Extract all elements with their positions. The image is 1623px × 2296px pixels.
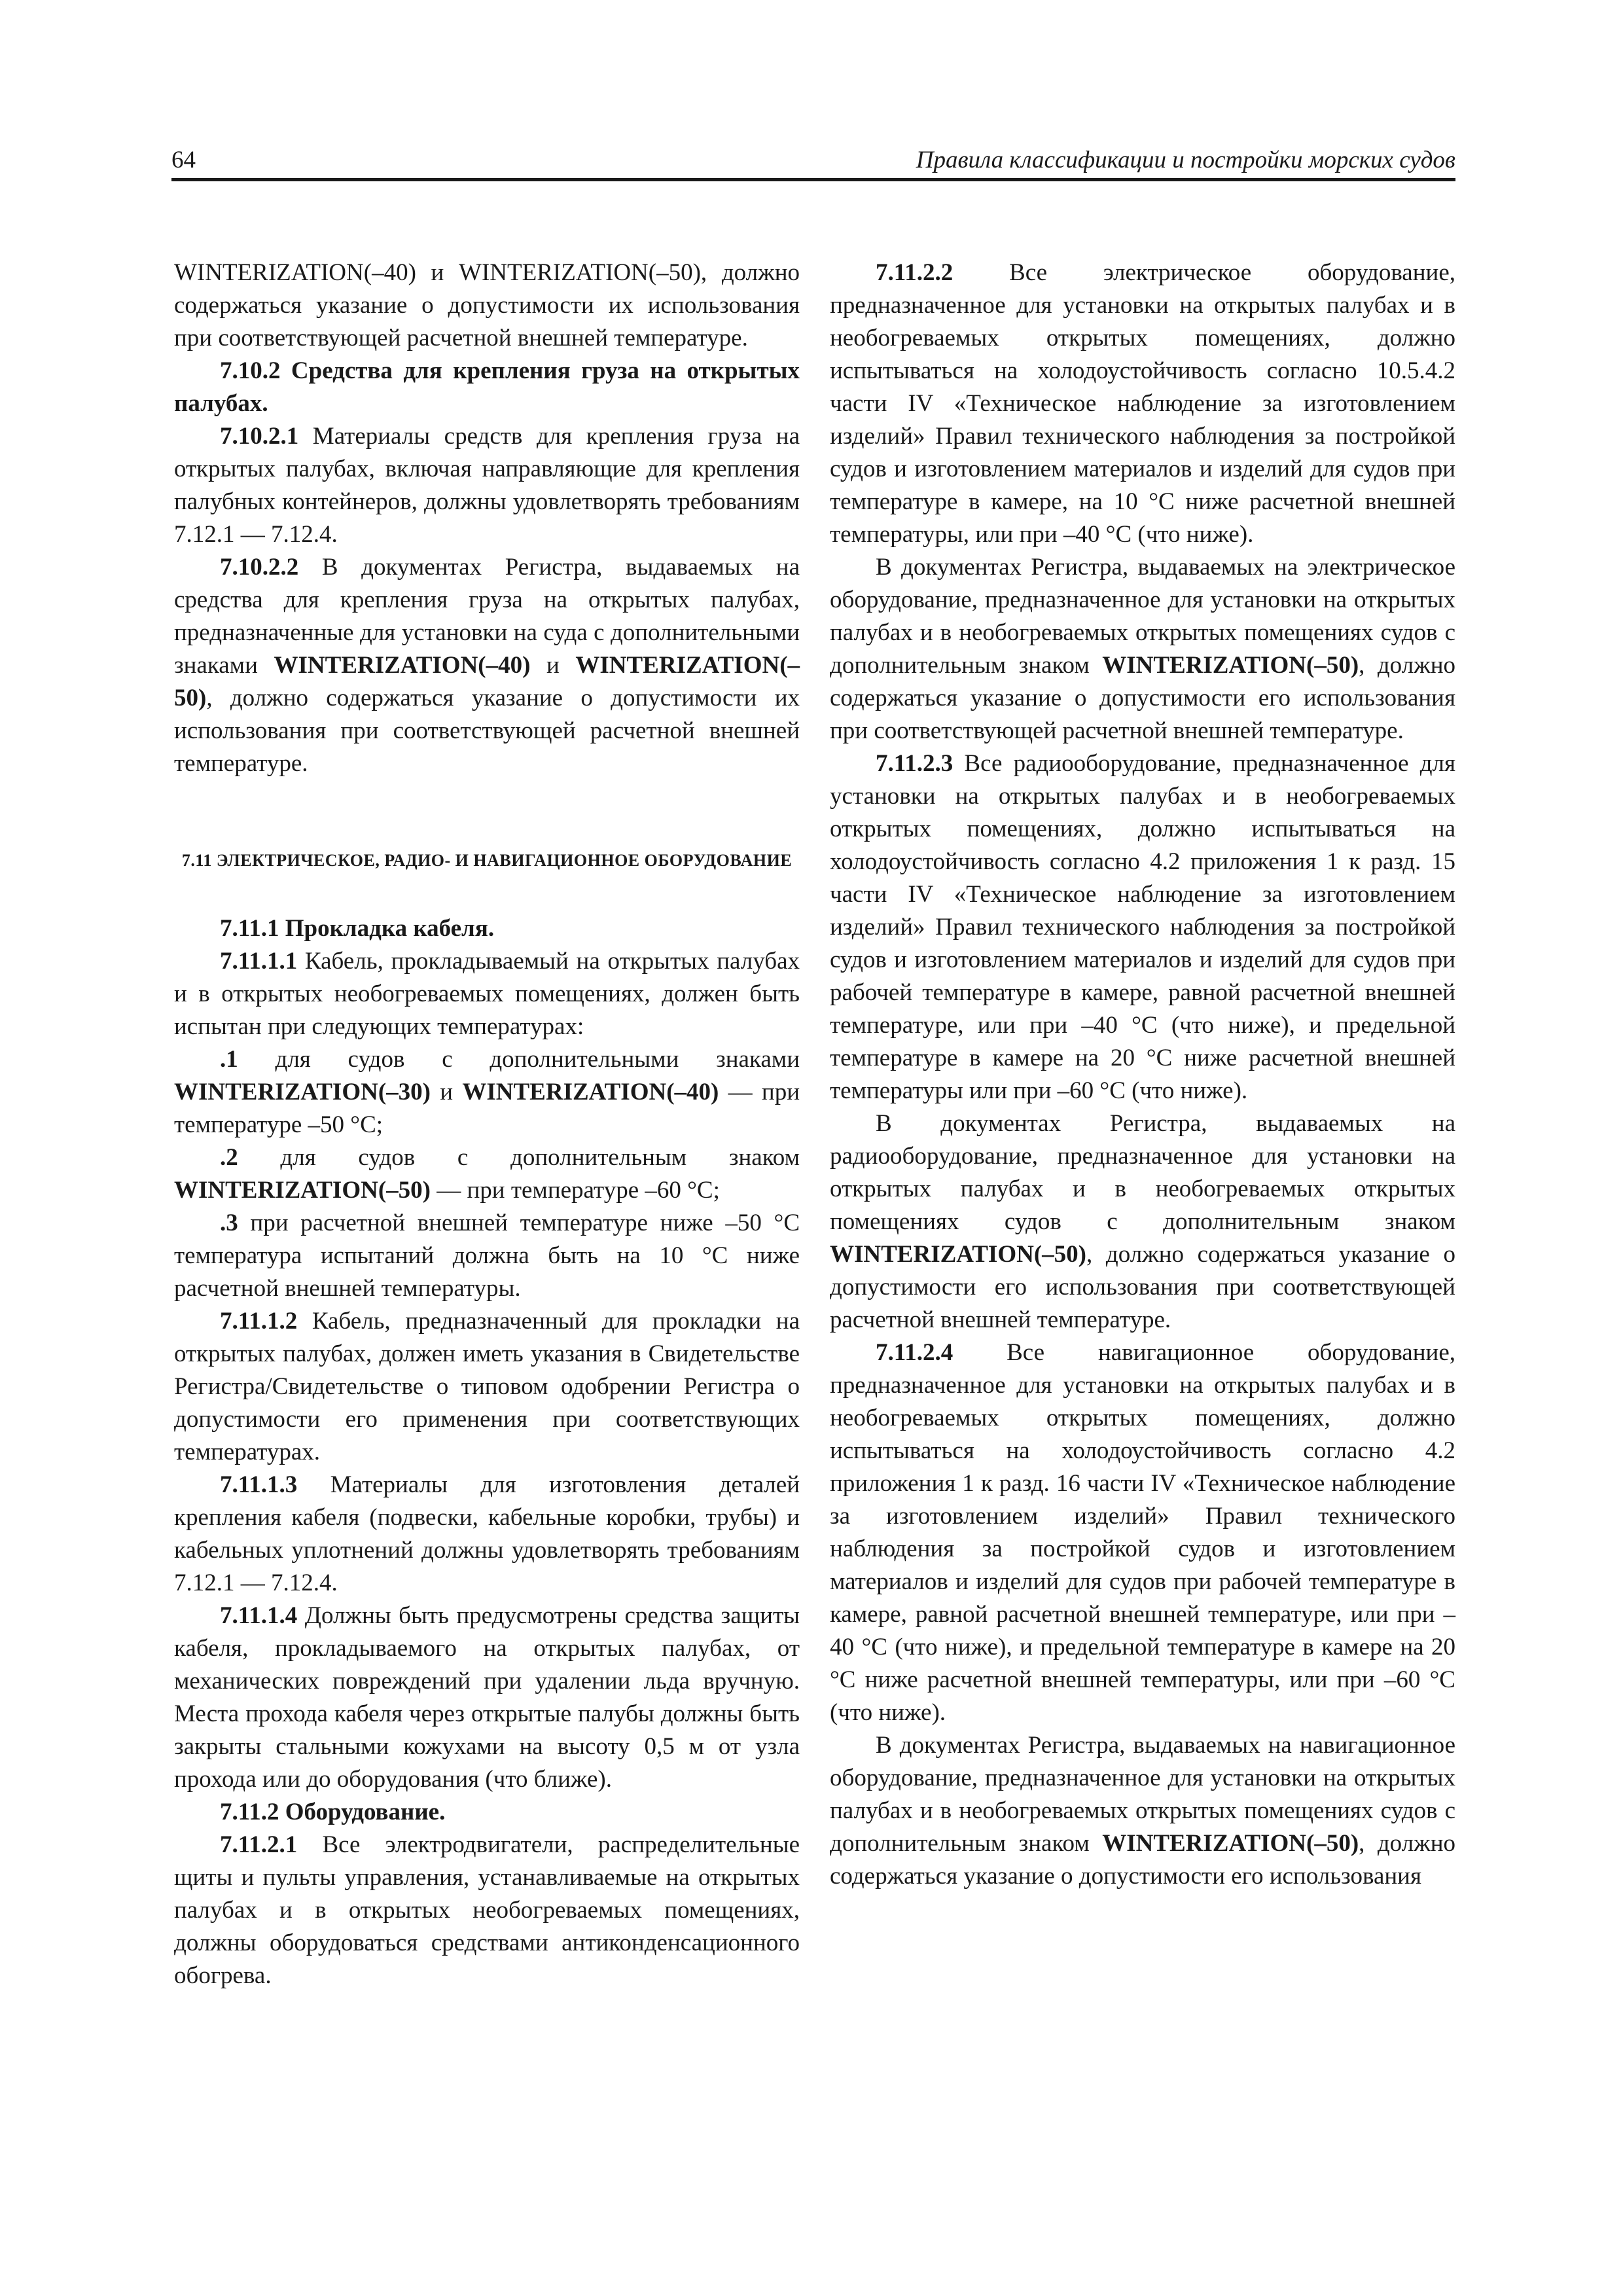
paragraph: 7.11.2.2 Все электрическое оборудование, предназначенное для установки на открытых палубах и в необогреваемых открытых помещениях, должно испытываться на холодоустойчивость согласно 10.5.4.2 части IV «Техническое наблюдение за изготовлением изделий» Правил технического наблюдения за постройкой судов и изготовлением материалов и изделий для судов при температуре в камере, на 10 °C ниже расчетной внешней температуры, или при –40 °C (что ниже).	[830, 259, 1455, 548]
subsection-heading: 7.11.2 Оборудование.	[220, 1799, 446, 1825]
paragraph: 7.11.2.3 Все радиооборудование, предназначенное для установки на открытых палубах и в необогреваемых открытых помещениях, должно испытываться на холодоустойчивость согласно 4.2 приложения 1 к разд. 15 части IV «Техническое наблюдение за изготовлением изделий» Правил технического наблюдения за постройкой судов и изготовлением материалов и изделий для судов при рабочей температуре в камере, равной расчетной внешней температуре, или при –40 °C (что ниже), и предельной температуре в камере на 20 °C ниже расчетной внешней температуры или при –60 °C (что ниже).	[830, 750, 1455, 1104]
subsection-heading: 7.11.1 Прокладка кабеля.	[220, 915, 495, 942]
paragraph: В документах Регистра, выдаваемых на навигационное оборудование, предназначенное для установки на открытых палубах и в необогреваемых открытых помещениях судов с дополнительным знаком WINTERIZATION(–50), должно содержаться указание о допустимости его использования	[830, 1732, 1456, 1890]
list-item: .2 для судов с дополнительным знаком WINTERIZATION(–50) — при температуре –60 °C;	[174, 1144, 800, 1204]
page-header	[171, 143, 1455, 178]
paragraph: 7.11.2.1 Все электродвигатели, распределительные щиты и пульты управления, устанавливаемые на открытых палубах и в открытых необогреваемых помещениях, должны оборудоваться средствами антиконденсационного обогрева.	[174, 1831, 800, 1989]
list-item: .3 при расчетной внешней температуре ниже –50 °C температура испытаний должна быть на 10 °C ниже расчетной внешней температуры.	[174, 1210, 800, 1302]
page-number: 64	[171, 147, 196, 173]
paragraph: 7.10.2.1 Материалы средств для крепления груза на открытых палубах, включая направляющие для крепления палубных контейнеров, должны удовлетворять требованиям 7.12.1 — 7.12.4.	[174, 423, 800, 548]
header-rule	[171, 178, 1455, 181]
paragraph: В документах Регистра, выдаваемых на электрическое оборудование, предназначенное для установки на открытых палубах и в необогреваемых открытых помещениях судов с дополнительным знаком WINTERIZATION(–50), должно содержаться указание о допустимости его использования при соответствующей расчетной внешней температуре.	[830, 554, 1456, 744]
running-title: Правила классификации и постройки морских судов	[916, 147, 1455, 173]
paragraph: В документах Регистра, выдаваемых на радиооборудование, предназначенное для установки на открытых палубах и в необогреваемых открытых помещениях судов с дополнительным знаком WINTERIZATION(–50), должно содержаться указание о допустимости его использования при соответствующей расчетной внешней температуре.	[830, 1110, 1455, 1333]
left-column	[174, 257, 800, 1992]
paragraph: 7.11.1.2 Кабель, предназначенный для прокладки на открытых палубах, должен иметь указания в Свидетельстве Регистра/Свидетельстве о типовом одобрении Регистра о допустимости его применения при соответствующих температурах.	[174, 1308, 800, 1465]
paragraph: WINTERIZATION(–40) и WINTERIZATION(–50), должно содержаться указание о допустимости их использования при соответствующей расчетной внешней температуре.	[174, 259, 800, 351]
list-item: .1 для судов с дополнительными знаками WINTERIZATION(–30) и WINTERIZATION(–40) — при температуре –50 °C;	[174, 1046, 800, 1138]
paragraph: 7.11.2.4 Все навигационное оборудование, предназначенное для установки на открытых палубах и в необогреваемых открытых помещениях, должно испытываться на холодоустойчивость согласно 4.2 приложения 1 к разд. 16 части IV «Техническое наблюдение за изготовлением изделий» Правил технического наблюдения за постройкой судов и изготовлением материалов и изделий для судов при рабочей температуре в камере, равной расчетной внешней температуре, или при –40 °C (что ниже), и предельной температуре в камере на 20 °C ниже расчетной внешней температуры, или при –60 °C (что ниже).	[830, 1339, 1455, 1726]
paragraph: 7.11.1.4 Должны быть предусмотрены средства защиты кабеля, прокладываемого на открытых палубах, от механических повреждений при удалении льда вручную. Места прохода кабеля через открытые палубы должны быть закрыты стальными кожухами на высоту 0,5 м от узла прохода или до оборудования (что ближе).	[174, 1602, 800, 1793]
paragraph: 7.11.1.3 Материалы для изготовления деталей крепления кабеля (подвески, кабельные коробки, трубы) и кабельных уплотнений должны удовлетворять требованиям 7.12.1 — 7.12.4.	[174, 1471, 800, 1596]
right-column	[830, 257, 1455, 1893]
subsection-heading: 7.10.2 Средства для крепления груза на открытых палубах.	[174, 357, 800, 417]
paragraph: 7.10.2.2 В документах Регистра, выдаваемых на средства для крепления груза на открытых палубах, предназначенные для установки на суда с дополнительными знаками WINTERIZATION(–40) и WINTERIZATION(–50), должно содержаться указание о допустимости их использования при соответствующей расчетной внешней температуре.	[174, 554, 800, 777]
paragraph: 7.11.1.1 Кабель, прокладываемый на открытых палубах и в открытых необогреваемых помещениях, должен быть испытан при следующих температурах:	[174, 948, 800, 1040]
section-title: 7.11 ЭЛЕКТРИЧЕСКОЕ, РАДИО- И НАВИГАЦИОННОЕ ОБОРУДОВАНИЕ	[181, 851, 793, 870]
